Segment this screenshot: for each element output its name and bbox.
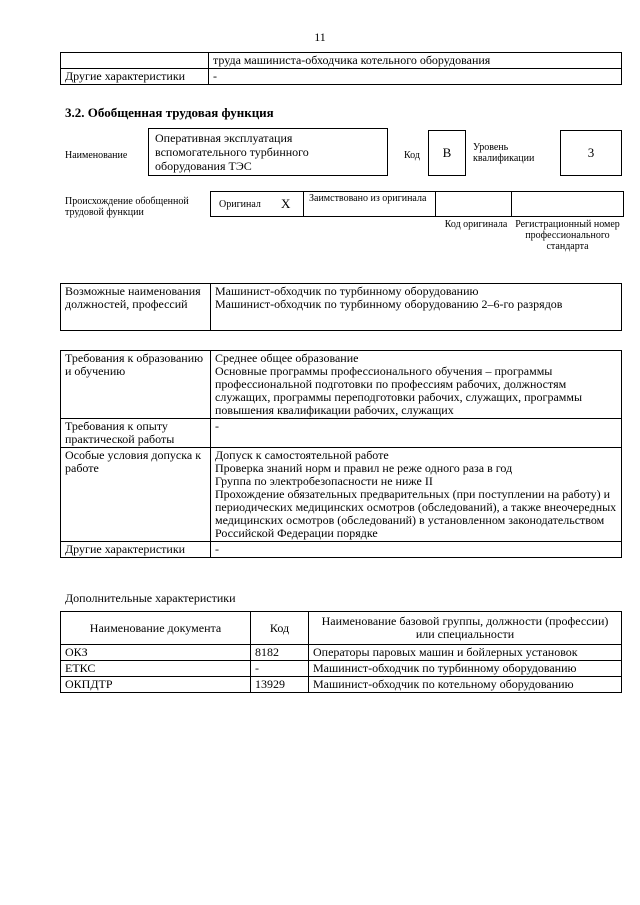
code-label: Код [404, 150, 420, 161]
list-item: Группа по электробезопасности не ниже II [215, 474, 433, 488]
list-item: Допуск к самостоятельной работе [215, 448, 389, 462]
additional-table [60, 611, 622, 693]
req-values [211, 448, 622, 542]
top-table [60, 52, 622, 85]
requirements-table [60, 350, 622, 558]
table-header: Наименование документа [61, 612, 251, 645]
table-row [61, 645, 622, 661]
code-original-label: Код оригинала [444, 219, 508, 230]
page-number: 11 [314, 30, 326, 44]
list-item: Машинист-обходчик по турбинному оборудованию 2–6-го разрядов [215, 297, 563, 311]
req-label: Требования к опыту практической работы [61, 419, 211, 448]
original-label: Оригинал [219, 199, 261, 210]
table-row [61, 661, 622, 677]
origin-label: Происхождение обобщенной трудовой функции [65, 196, 189, 218]
positions-label: Возможные наименования должностей, профессий [61, 284, 211, 331]
table-header: Наименование базовой группы, должности (профессии) или специальности [309, 612, 622, 645]
positions-values [211, 284, 622, 331]
table-header: Код [251, 612, 309, 645]
code-box [428, 130, 466, 176]
req-values [211, 419, 622, 448]
list-item: - [215, 542, 219, 556]
list-item: Среднее общее образование [215, 351, 359, 365]
table-row [61, 53, 622, 69]
table-cell: ОКПДТР [61, 677, 251, 693]
table-row [61, 542, 622, 558]
name-label: Наименование [65, 150, 128, 161]
level-value: 3 [587, 145, 595, 160]
function-name-box [148, 128, 388, 176]
additional-title: Дополнительные характеристики [65, 591, 236, 605]
table-row [61, 677, 622, 693]
table-cell: Операторы паровых машин и бойлерных установок [309, 645, 622, 661]
origin-box [210, 191, 624, 217]
table-cell: ЕТКС [61, 661, 251, 677]
table-cell: Машинист-обходчик по котельному оборудованию [309, 677, 622, 693]
divider [511, 192, 512, 216]
table-cell: труда машиниста-обходчика котельного оборудования [209, 53, 622, 69]
original-mark: X [281, 196, 291, 211]
req-values [211, 351, 622, 419]
table-cell: - [251, 661, 309, 677]
borrowed-label: Заимствовано из оригинала [309, 193, 427, 204]
table-header-row [61, 612, 622, 645]
table-cell: 8182 [251, 645, 309, 661]
table-row [61, 284, 622, 331]
list-item: Прохождение обязательных предварительных (при поступлении на работу) и периодических медицинских осмотров (обследований), а также внеочередных медицинских осмотров (обследований) в установленном законодательством Российской Федерации порядке [215, 487, 617, 540]
table-cell: Другие характеристики [61, 69, 209, 85]
table-cell [61, 53, 209, 69]
table-cell: - [209, 69, 622, 85]
reg-number-label: Регистрационный номер профессионального стандарта [515, 219, 620, 252]
list-item: Основные программы профессионального обучения – программы профессиональной подготовки по профессиям рабочих, должностям служащих, программы переподготовки рабочих, служащих, программы повышения квалификации рабочих, служащих [215, 364, 583, 417]
list-item: Машинист-обходчик по турбинному оборудованию [215, 284, 479, 298]
level-box [560, 130, 622, 176]
req-label: Другие характеристики [61, 542, 211, 558]
table-row [61, 419, 622, 448]
code-value: В [442, 145, 452, 160]
table-cell: ОКЗ [61, 645, 251, 661]
req-label: Особые условия допуска к работе [61, 448, 211, 542]
section-title: 3.2. Обобщенная трудовая функция [65, 105, 274, 120]
function-name: Оперативная эксплуатация вспомогательного турбинного оборудования ТЭС [155, 131, 309, 173]
table-row [61, 351, 622, 419]
table-row [61, 448, 622, 542]
table-cell: Машинист-обходчик по турбинному оборудованию [309, 661, 622, 677]
table-cell: 13929 [251, 677, 309, 693]
list-item: - [215, 419, 219, 433]
positions-table [60, 283, 622, 331]
divider [303, 192, 304, 216]
list-item: Проверка знаний норм и правил не реже одного раза в год [215, 461, 513, 475]
req-values [211, 542, 622, 558]
level-label: Уровень квалификации [473, 142, 535, 164]
table-row [61, 69, 622, 85]
req-label: Требования к образованию и обучению [61, 351, 211, 419]
divider [435, 192, 436, 216]
